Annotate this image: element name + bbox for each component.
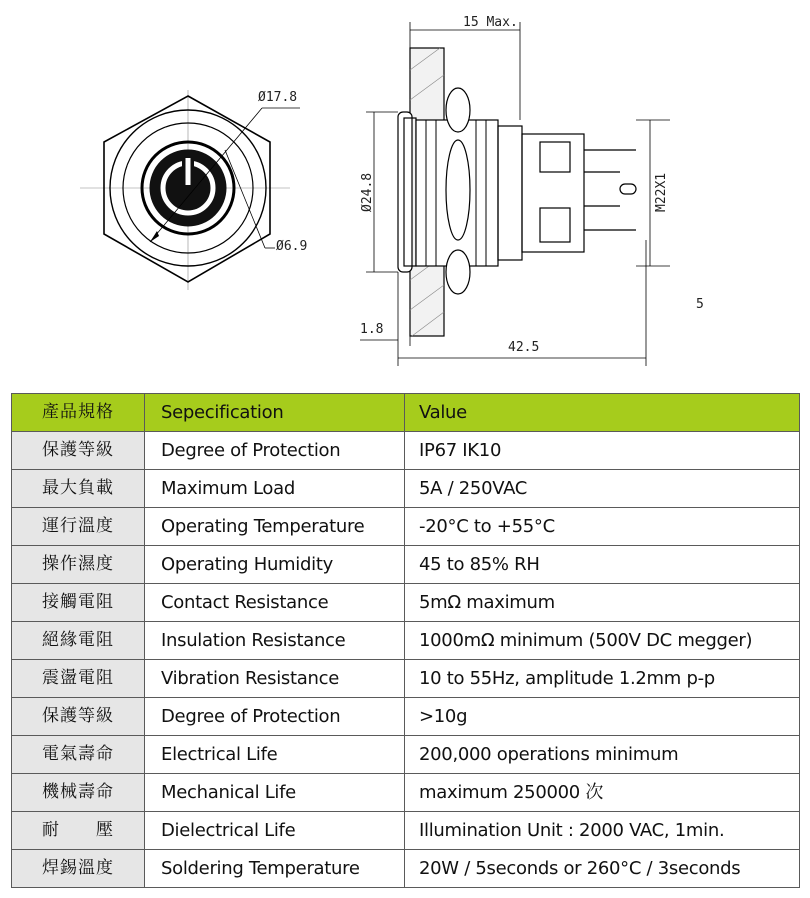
top-dimension-label: 15 Max. [463,15,518,30]
table-row [12,546,800,584]
row-label-zh: 機械壽命 [12,774,145,812]
table-row [12,850,800,888]
table-row [12,774,800,812]
table-row [12,736,800,774]
row-spec: Contact Resistance [145,584,405,622]
row-label-zh: 電氣壽命 [12,736,145,774]
side-mark-label: 5 [696,297,704,312]
header-cell: 產品規格 [12,394,145,432]
row-value: 45 to 85% RH [405,546,800,584]
row-label-zh: 操作濕度 [12,546,145,584]
row-value: 20W / 5seconds or 260°C / 3seconds [405,850,800,888]
row-spec: Operating Humidity [145,546,405,584]
row-label-zh: 保護等級 [12,432,145,470]
row-spec: Degree of Protection [145,698,405,736]
row-spec: Dielectrical Life [145,812,405,850]
row-value: IP67 IK10 [405,432,800,470]
table-row [12,660,800,698]
row-label-zh: 運行溫度 [12,508,145,546]
row-label-zh: 最大負載 [12,470,145,508]
table-header-row [12,394,800,432]
row-spec: Operating Temperature [145,508,405,546]
table-row [12,470,800,508]
row-value: maximum 250000 次 [405,774,800,812]
row-spec: Soldering Temperature [145,850,405,888]
row-spec: Maximum Load [145,470,405,508]
outer-diameter-label: Ø17.8 [258,90,298,105]
table-row [12,584,800,622]
row-label-zh: 接觸電阻 [12,584,145,622]
inner-diameter-label: Ø6.9 [276,239,308,254]
row-value: 10 to 55Hz, amplitude 1.2mm p-p [405,660,800,698]
row-spec: Degree of Protection [145,432,405,470]
table-row [12,622,800,660]
row-label-zh: 絕緣電阻 [12,622,145,660]
table-row [12,812,800,850]
row-value: 5A / 250VAC [405,470,800,508]
row-label-zh: 焊錫溫度 [12,850,145,888]
row-label-zh: 保護等級 [12,698,145,736]
row-value: 5mΩ maximum [405,584,800,622]
table-row [12,508,800,546]
total-length-label: 42.5 [508,340,540,355]
row-spec: Mechanical Life [145,774,405,812]
row-value: Illumination Unit : 2000 VAC, 1min. [405,812,800,850]
row-label-zh: 震盪電阻 [12,660,145,698]
thread-label: M22X1 [654,172,669,212]
height-dimension-label: Ø24.8 [360,172,375,212]
row-value: 1000mΩ minimum (500V DC megger) [405,622,800,660]
row-value: -20°C to +55°C [405,508,800,546]
header-cell: Value [405,394,800,432]
row-label-zh: 耐 壓 [12,812,145,850]
spec-table [11,393,800,888]
row-value: 200,000 operations minimum [405,736,800,774]
header-cell: Sepecification [145,394,405,432]
row-spec: Insulation Resistance [145,622,405,660]
row-spec: Electrical Life [145,736,405,774]
table-row [12,698,800,736]
flange-thickness-label: 1.8 [360,322,384,337]
row-spec: Vibration Resistance [145,660,405,698]
row-value: >10g [405,698,800,736]
table-row [12,432,800,470]
technical-drawing [0,0,810,385]
